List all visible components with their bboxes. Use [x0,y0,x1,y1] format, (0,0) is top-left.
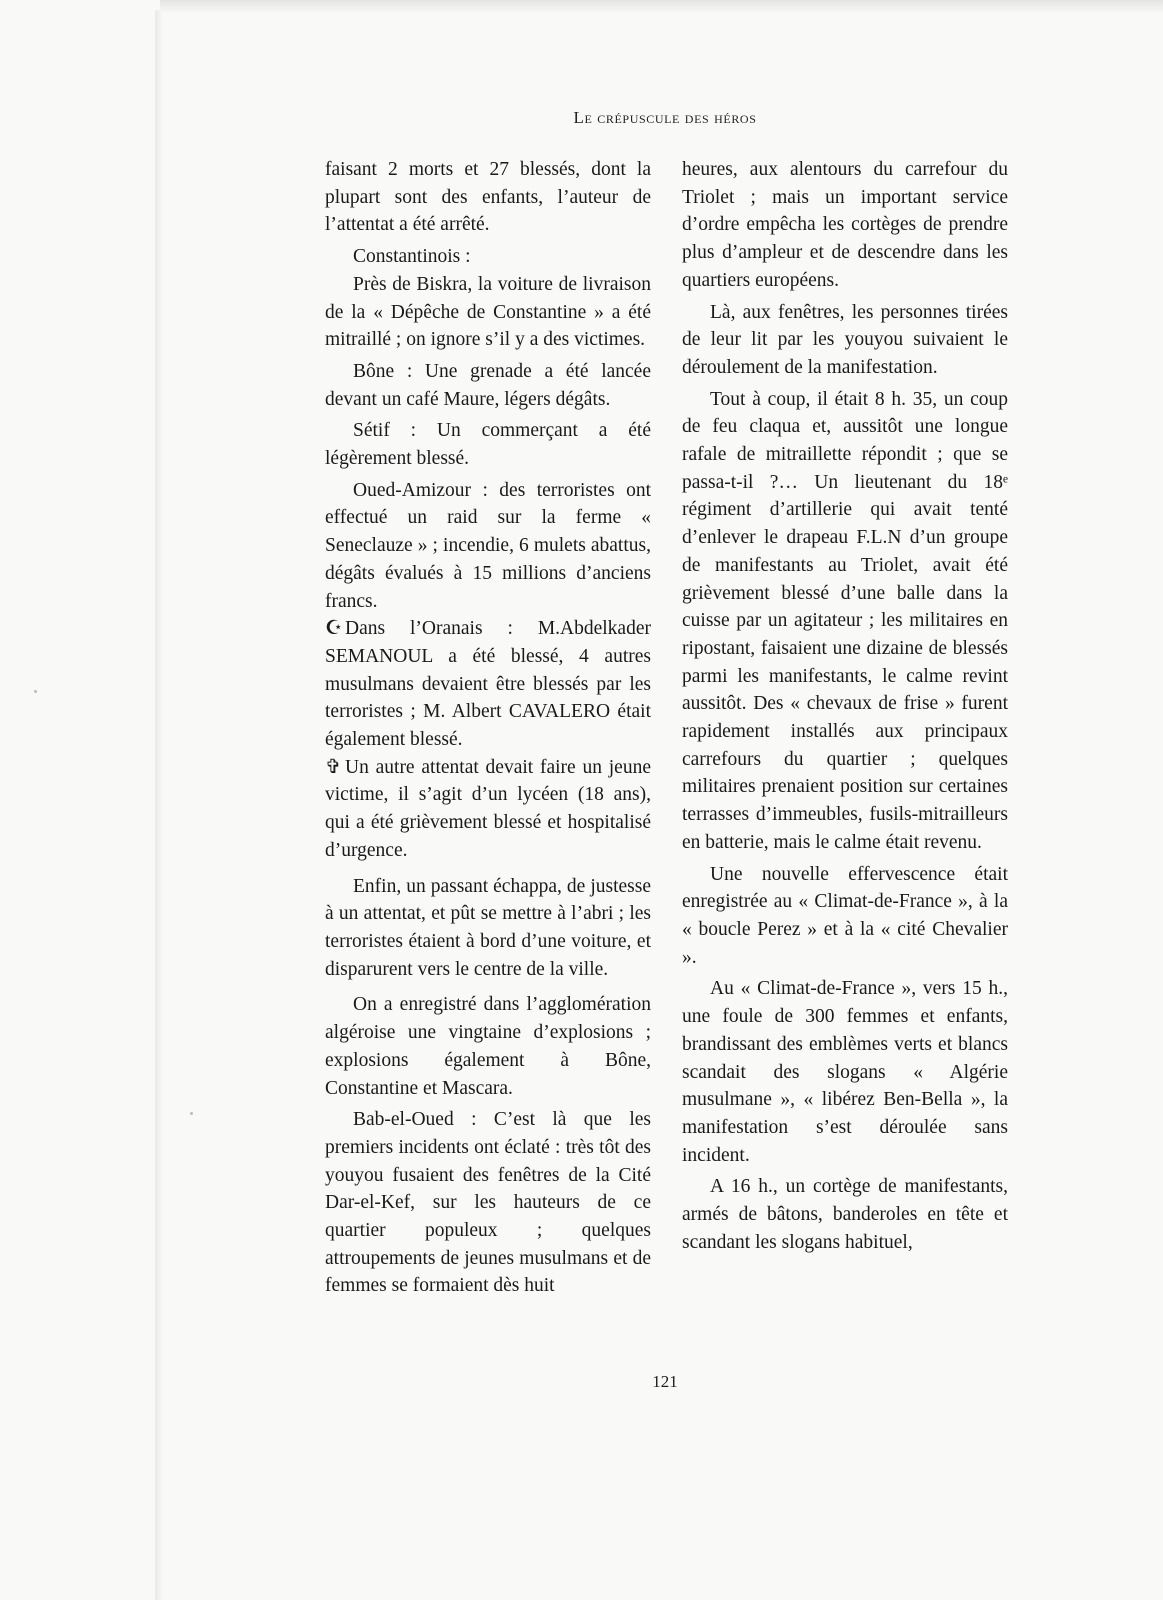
scan-shadow-top [160,0,1163,14]
paragraph: On a enregistré dans l’agglomération algéroise une vingtaine d’explosions ; explosions également à Bône, Constantine et Mascara. [325,994,651,1099]
paragraph: faisant 2 morts et 27 blessés, dont la plupart sont des enfants, l’auteur de l’attentat a été arrêté. [325,159,651,236]
paragraph: A 16 h., un cortège de manifestants, armés de bâtons, banderoles en tête et scandant les slogans habituel, [682,1176,1008,1253]
paragraph: Près de Biskra, la voiture de livraison de la « Dépêche de Constantine » a été mitraillé ; on ignore s’il y a des victimes. [325,273,651,351]
right-column [682,156,1008,1256]
paragraph [325,754,651,865]
paragraph: Constantinois : [353,246,471,268]
cross-icon: ✞ [325,756,342,778]
page-number: 121 [652,1372,678,1391]
paragraph: Tout à coup, il était 8 h. 35, un coup de feu claqua et, aussitôt une longue rafale de mitraillette répondit ; que se passa-t-il ?… Un lieutenant du 18ᵉ régiment d’artillerie qui avait tenté d’enlever le drapeau F.L.N d’un groupe de manifestants au Triolet, avait été grièvement blessé d’une balle dans la cuisse par un agitateur ; les militaires en ripostant, faisaient une dizaine de blessés parmi les manifestants, le calme revint aussitôt. Des « chevaux de frise » furent rapidement installés aux principaux carrefours du quartier ; quelques militaires prenaient position sur certaines terrasses d’immeubles, fusils-mitrailleurs en batterie, mais le calme était revenu. [682,388,1008,853]
paragraph: Sétif : Un commerçant a été légèrement blessé. [325,420,651,470]
paragraph: Au « Climat-de-France », vers 15 h., une foule de 300 femmes et enfants, brandissant des emblèmes verts et blancs scandait des slogans « Algérie musulmane », « libérez Ben-Bella », la manifestation s’est déroulée sans incident. [682,978,1008,1166]
paragraph: heures, aux alentours du carrefour du Triolet ; mais un important service d’ordre empêcha les cortèges de prendre plus d’ampleur et de descendre dans les quartiers européens. [682,159,1008,291]
paragraph: Là, aux fenêtres, les personnes tirées de leur lit par les youyou suivaient le déroulement de la manifestation. [682,301,1008,378]
paragraph-text: Dans l’Oranais : M.Abdelkader SEMANOUL a été blessé, 4 autres musulmans devaient être blessés par les terroristes ; M. Albert CAVALERO était également blessé. [325,618,651,751]
paragraph-text: Un autre attentat devait faire un jeune victime, il s’agit d’un lycéen (18 ans), qui a été grièvement blessé et hospitalisé d’urgence. [325,756,651,861]
paragraph: Bab-el-Oued : C’est là que les premiers incidents ont éclaté : très tôt des youyou fusaient des fenêtres de la Cité Dar-el-Kef, sur les hauteurs de ce quartier populeux ; quelques attroupements de jeunes musulmans et de femmes se formaient dès huit [325,1109,651,1297]
paragraph [325,615,651,754]
left-column [325,156,651,1300]
paragraph: Une nouvelle effervescence était enregistrée au « Climat-de-France », à la « boucle Perez » et à la « cité Chevalier ». [682,863,1008,968]
paragraph: Enfin, un passant échappa, de justesse à un attentat, et pût se mettre à l’abri ; les terroristes étaient à bord d’une voiture, et disparurent vers le centre de la ville. [325,875,651,980]
paragraph: Bône : Une grenade a été lancée devant un café Maure, légers dégâts. [325,360,651,410]
scan-speck [190,1112,193,1115]
running-head: Le crépuscule des héros [573,108,757,127]
scan-speck [34,690,37,693]
paragraph: Oued-Amizour : des terroristes ont effectué un raid sur la ferme « Seneclauze » ; incendie, 6 mulets abattus, dégâts évalués à 15 millions d’anciens francs. [325,479,651,612]
scan-shadow-left [155,10,163,1600]
crescent-icon: ☪ [325,618,343,640]
